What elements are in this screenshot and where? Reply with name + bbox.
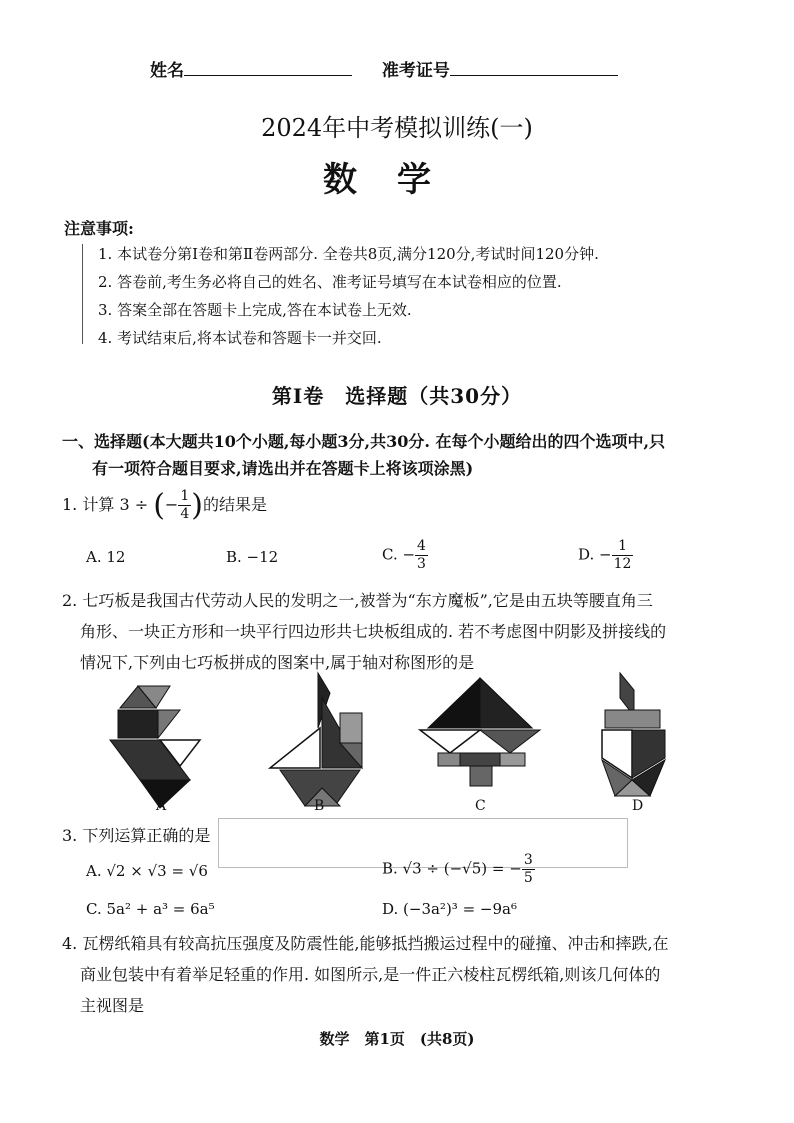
part1-line: 有一项符合题目要求,请选出并在答题卡上将该项涂黑) xyxy=(92,459,474,478)
option-fraction xyxy=(522,852,535,887)
figure-label-c: C xyxy=(475,798,486,814)
part1-line: 一、选择题(本大题共10个小题,每小题3分,共30分. 在每个小题给出的四个选项中,只 xyxy=(62,432,666,451)
tangram-figure-b[interactable] xyxy=(270,673,362,806)
q2-line: 角形、一块正方形和一块平行四边形共七块板组成的. 若不考虑图中阴影及拼接线的 xyxy=(80,622,667,641)
q3-stem: 3. 下列运算正确的是 xyxy=(62,826,211,845)
q4-line: 主视图是 xyxy=(80,996,145,1015)
frac-denominator: 12 xyxy=(613,556,632,572)
q4-line: 4. 瓦楞纸箱具有较高抗压强度及防震性能,能够抵挡搬运过程中的碰撞、冲击和摔跌,在 xyxy=(62,934,669,953)
tangram-figure-d[interactable] xyxy=(602,673,665,796)
note-item: 1. 本试卷分第Ⅰ卷和第Ⅱ卷两部分. 全卷共8页,满分120分,考试时间120分钟. xyxy=(98,245,599,263)
notes-list xyxy=(98,240,599,352)
question-4 xyxy=(62,928,742,1021)
right-paren: ) xyxy=(191,488,203,523)
frac-numerator: 1 xyxy=(180,488,190,504)
subject-title: 数学 xyxy=(323,160,471,200)
q1-option-d[interactable] xyxy=(578,538,633,573)
q4-line: 商业包装中有着举足轻重的作用. 如图所示,是一件正六棱柱瓦楞纸箱,则该几何体的 xyxy=(80,965,661,984)
exam-number-label: 准考证号 xyxy=(381,61,450,81)
exam-title: 2024年中考模拟训练(一) xyxy=(261,114,533,142)
candidate-info xyxy=(150,56,618,81)
name-blank[interactable] xyxy=(184,57,352,76)
frac-denominator: 4 xyxy=(180,506,190,522)
q2-line: 2. 七巧板是我国古代劳动人民的发明之一,被誉为“东方魔板”,它是由五块等腰直角三 xyxy=(62,591,653,610)
q1-option-b[interactable]: B. −12 xyxy=(226,548,279,566)
page-footer: 数学 第1页 (共8页) xyxy=(319,1030,475,1048)
tangram-figure-a[interactable] xyxy=(110,686,200,808)
tangram-figures xyxy=(100,668,680,818)
frac-numerator: 3 xyxy=(523,852,533,868)
q3-option-a[interactable]: A. √2 × √3 = √6 xyxy=(86,862,208,880)
option-fraction xyxy=(612,538,634,573)
question-1: 1. 计算 3 ÷ (− $\frac{1}{4}$ )的结果是 xyxy=(62,488,267,523)
notes-divider xyxy=(82,244,83,344)
q1-stem-suffix: 的结果是 xyxy=(202,495,267,514)
frac-numerator: 1 xyxy=(612,538,634,556)
section-title: 第Ⅰ卷 选择题（共30分） xyxy=(271,384,523,408)
q1-fraction xyxy=(178,488,191,523)
question-2 xyxy=(62,585,742,678)
q3-option-c[interactable]: C. 5a² + a³ = 6a⁵ xyxy=(86,900,215,918)
option-prefix: C. − xyxy=(382,545,416,564)
option-prefix: D. − xyxy=(578,545,612,564)
option-prefix: B. √3 ÷ (−√5) = − xyxy=(382,859,522,878)
notes-heading: 注意事项: xyxy=(64,219,134,238)
exam-number-blank[interactable] xyxy=(450,57,618,76)
figure-label-a: A xyxy=(156,798,167,814)
name-label: 姓名 xyxy=(150,61,184,81)
q1-option-a[interactable]: A. 12 xyxy=(86,548,126,566)
left-paren: ( xyxy=(153,488,165,523)
option-fraction xyxy=(415,538,428,573)
part1-instructions xyxy=(62,428,742,482)
frac-denominator: 5 xyxy=(523,870,533,886)
q3-option-d[interactable]: D. (−3a²)³ = −9a⁶ xyxy=(382,900,517,918)
note-item: 3. 答案全部在答题卡上完成,答在本试卷上无效. xyxy=(98,301,412,319)
note-item: 4. 考试结束后,将本试卷和答题卡一并交回. xyxy=(98,329,382,347)
q1-option-c[interactable] xyxy=(382,538,428,573)
q2-line: 情况下,下列由七巧板拼成的图案中,属于轴对称图形的是 xyxy=(80,653,475,672)
note-item: 2. 答卷前,考生务必将自己的姓名、准考证号填写在本试卷相应的位置. xyxy=(98,273,562,291)
figure-label-d: D xyxy=(632,798,644,814)
tangram-figure-c[interactable] xyxy=(420,678,540,786)
q1-stem-prefix: 1. 计算 3 ÷ xyxy=(62,495,154,514)
frac-numerator: 4 xyxy=(417,538,426,554)
q3-option-b[interactable] xyxy=(382,852,535,887)
figure-label-b: B xyxy=(314,798,325,814)
frac-denominator: 3 xyxy=(417,556,426,572)
